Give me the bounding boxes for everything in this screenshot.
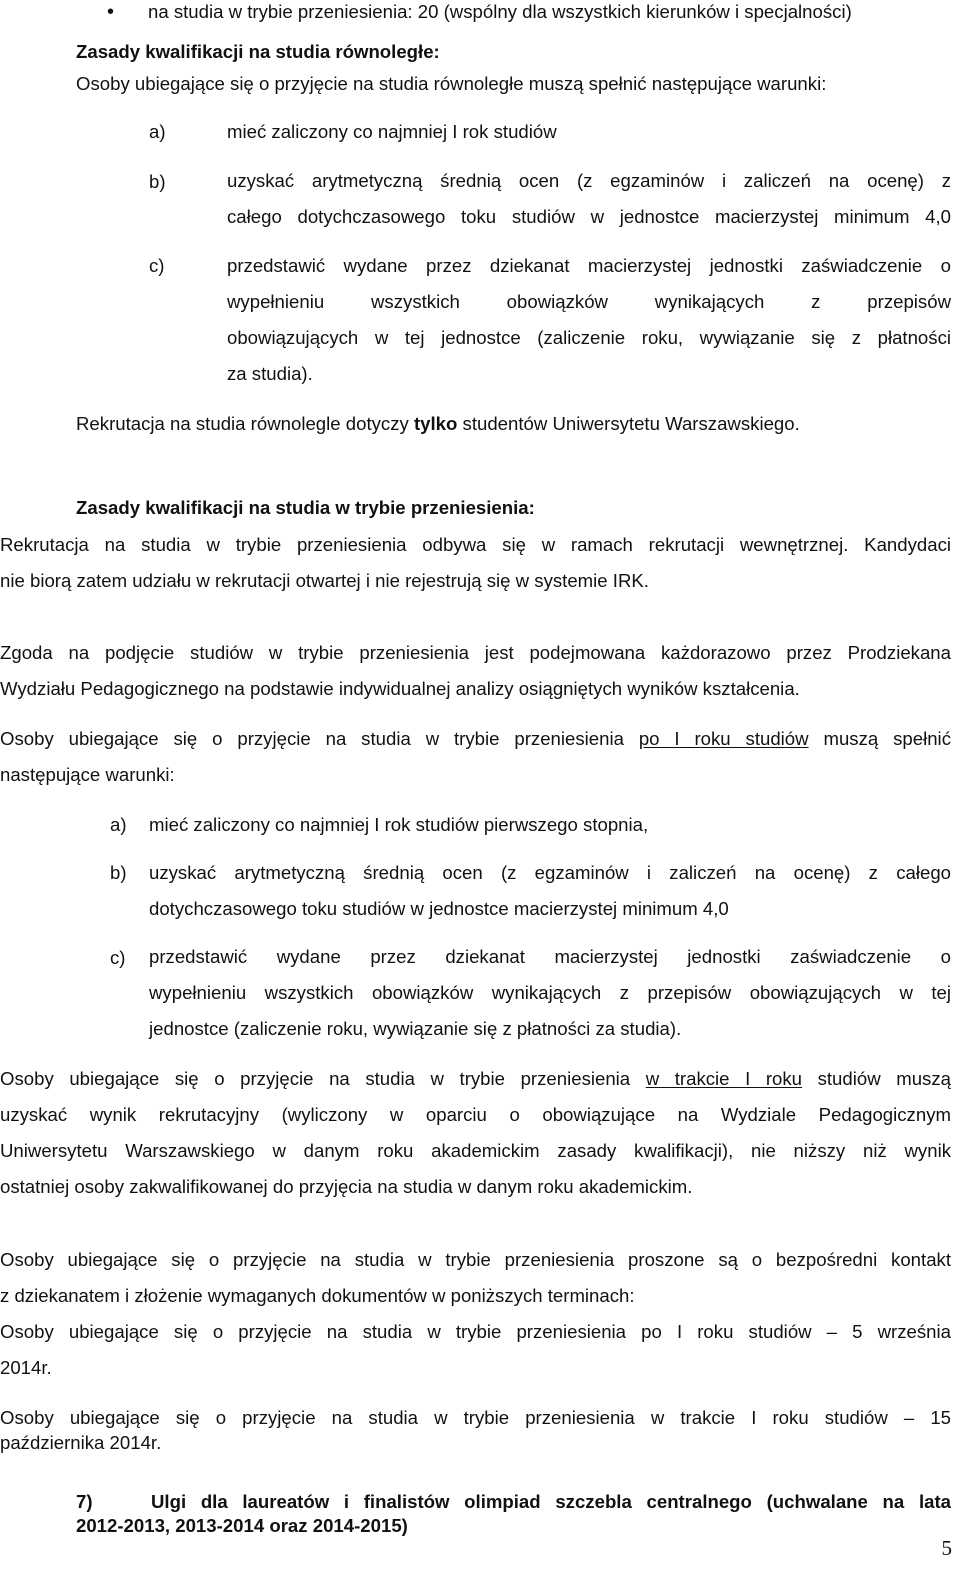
paragraph-text: Osoby ubiegające się o przyjęcie na studia w trybie przeniesienia <box>0 1068 646 1089</box>
underlined-text: w trakcie I roku <box>645 1068 803 1089</box>
paragraph-line <box>0 721 951 757</box>
list-item-c <box>227 248 951 392</box>
list-item-c-line: przedstawić wydane przez dziekanat macierzystej jednostki zaświadczenie o <box>149 946 951 967</box>
paragraph-line: Rekrutacja na studia w trybie przeniesienia odbywa się w ramach rekrutacji wewnętrznej. Kandydaci <box>0 534 951 555</box>
list-item-b <box>149 855 951 927</box>
paragraph-text: Osoby ubiegające się o przyjęcie na studia w trybie przeniesienia <box>0 728 639 749</box>
list-item-b-line: całego dotychczasowego toku studiów w jednostce macierzystej minimum 4,0 <box>227 206 951 227</box>
list-item-c-line: wypełnieniu wszystkich obowiązków wynikających z przepisów obowiązujących w tej <box>149 982 951 1003</box>
list-item-a: mieć zaliczony co najmniej I rok studiów <box>227 121 557 142</box>
paragraph-transfer-1 <box>0 527 951 599</box>
paragraph-text: studiów muszą <box>802 1068 951 1089</box>
paragraph-line: ostatniej osoby zakwalifikowanej do przyjęcia na studia w danym roku akademickim. <box>0 1176 693 1197</box>
paragraph-line: 2014r. <box>0 1357 52 1378</box>
list-item-c-line: przedstawić wydane przez dziekanat macierzystej jednostki zaświadczenie o <box>227 255 951 276</box>
note-emphasis: tylko <box>413 413 458 434</box>
list-item-a: mieć zaliczony co najmniej I rok studiów pierwszego stopnia, <box>149 814 649 835</box>
note-text: studentów Uniwersytetu Warszawskiego. <box>457 413 800 434</box>
paragraph-line: Wydziału Pedagogicznego na podstawie indywidualnej analizy osiągniętych wyników kształcenia. <box>0 678 800 699</box>
paragraph-line: następujące warunki: <box>0 764 175 785</box>
section-number: 7) <box>76 1491 93 1512</box>
paragraph-transfer-2 <box>0 635 951 707</box>
paragraph-line: Zgoda na podjęcie studiów w trybie przeniesienia jest podejmowana każdorazowo przez Prodziekana <box>0 642 951 663</box>
note-text: Rekrutacja na studia równolegle dotyczy <box>76 413 414 434</box>
section-7-heading <box>76 1490 951 1538</box>
section-7-title-line: 2012-2013, 2013-2014 oraz 2014-2015) <box>76 1515 408 1536</box>
paragraph-transfer-6 <box>0 1314 951 1386</box>
list-label-b: b) <box>110 862 127 883</box>
paragraph-line: z dziekanatem i złożenie wymaganych dokumentów w poniższych terminach: <box>0 1285 635 1306</box>
intro-parallel: Osoby ubiegające się o przyjęcie na studia równoległe muszą spełnić następujące warunki: <box>76 73 827 94</box>
paragraph-text: muszą spełnić <box>808 728 951 749</box>
list-item-b-line: uzyskać arytmetyczną średnią ocen (z egzaminów i zaliczeń na ocenę) z całego <box>149 862 951 883</box>
note-parallel <box>76 412 800 436</box>
heading-parallel: Zasady kwalifikacji na studia równoległe: <box>76 41 440 62</box>
bullet-item <box>0 0 960 24</box>
list-item-c-line: wypełnieniu wszystkich obowiązków wynikających z przepisów <box>227 291 951 312</box>
list-label-a: a) <box>110 814 127 835</box>
paragraph-line: października 2014r. <box>0 1432 162 1453</box>
paragraph-line: uzyskać wynik rekrutacyjny (wyliczony w oparciu o obowiązujące na Wydziale Pedagogicznym <box>0 1104 951 1125</box>
paragraph-transfer-3 <box>0 721 951 793</box>
list-item-b <box>227 163 951 235</box>
list-label-c: c) <box>149 255 165 276</box>
list-label-b: b) <box>149 171 166 192</box>
section-title: Ulgi dla laureatów i finalistów olimpiad szczebla centralnego (uchwalane na lata <box>151 1491 951 1512</box>
list-item-b-line: uzyskać arytmetyczną średnią ocen (z egzaminów i zaliczeń na ocenę) z <box>227 170 951 191</box>
paragraph-transfer-7 <box>0 1405 951 1455</box>
list-item-b-line: dotychczasowego toku studiów w jednostce macierzystej minimum 4,0 <box>149 898 729 919</box>
paragraph-line: nie biorą zatem udziału w rekrutacji otwartej i nie rejestrują się w systemie IRK. <box>0 570 649 591</box>
paragraph-transfer-5 <box>0 1242 951 1314</box>
list-label-c: c) <box>110 947 126 968</box>
section-7-title-line <box>76 1490 951 1514</box>
list-item-c-line: za studia). <box>227 363 313 384</box>
page-number: 5 <box>941 1536 952 1560</box>
list-item-c <box>149 939 951 1047</box>
paragraph-line: Osoby ubiegające się o przyjęcie na studia w trybie przeniesienia po I roku studiów – 5 września <box>0 1321 951 1342</box>
bullet-text: na studia w trybie przeniesienia: 20 (wspólny dla wszystkich kierunków i specjalności) <box>148 1 852 22</box>
underlined-text: po I roku studiów <box>638 728 809 749</box>
bullet-icon: • <box>107 1 115 23</box>
heading-transfer: Zasady kwalifikacji na studia w trybie przeniesienia: <box>76 497 535 518</box>
list-item-c-line: jednostce (zaliczenie roku, wywiązanie się z płatności za studia). <box>149 1018 682 1039</box>
list-item-c-line: obowiązujących w tej jednostce (zaliczenie roku, wywiązanie się z płatności <box>227 327 951 348</box>
paragraph-line: Uniwersytetu Warszawskiego w danym roku akademickim zasady kwalifikacji), nie niższy niż wynik <box>0 1140 951 1161</box>
paragraph-transfer-4 <box>0 1061 951 1205</box>
paragraph-line: Osoby ubiegające się o przyjęcie na studia w trybie przeniesienia proszone są o bezpośredni kontakt <box>0 1249 951 1270</box>
list-label-a: a) <box>149 121 166 142</box>
paragraph-line: Osoby ubiegające się o przyjęcie na studia w trybie przeniesienia w trakcie I roku studiów – 15 <box>0 1407 951 1428</box>
paragraph-line <box>0 1061 951 1097</box>
